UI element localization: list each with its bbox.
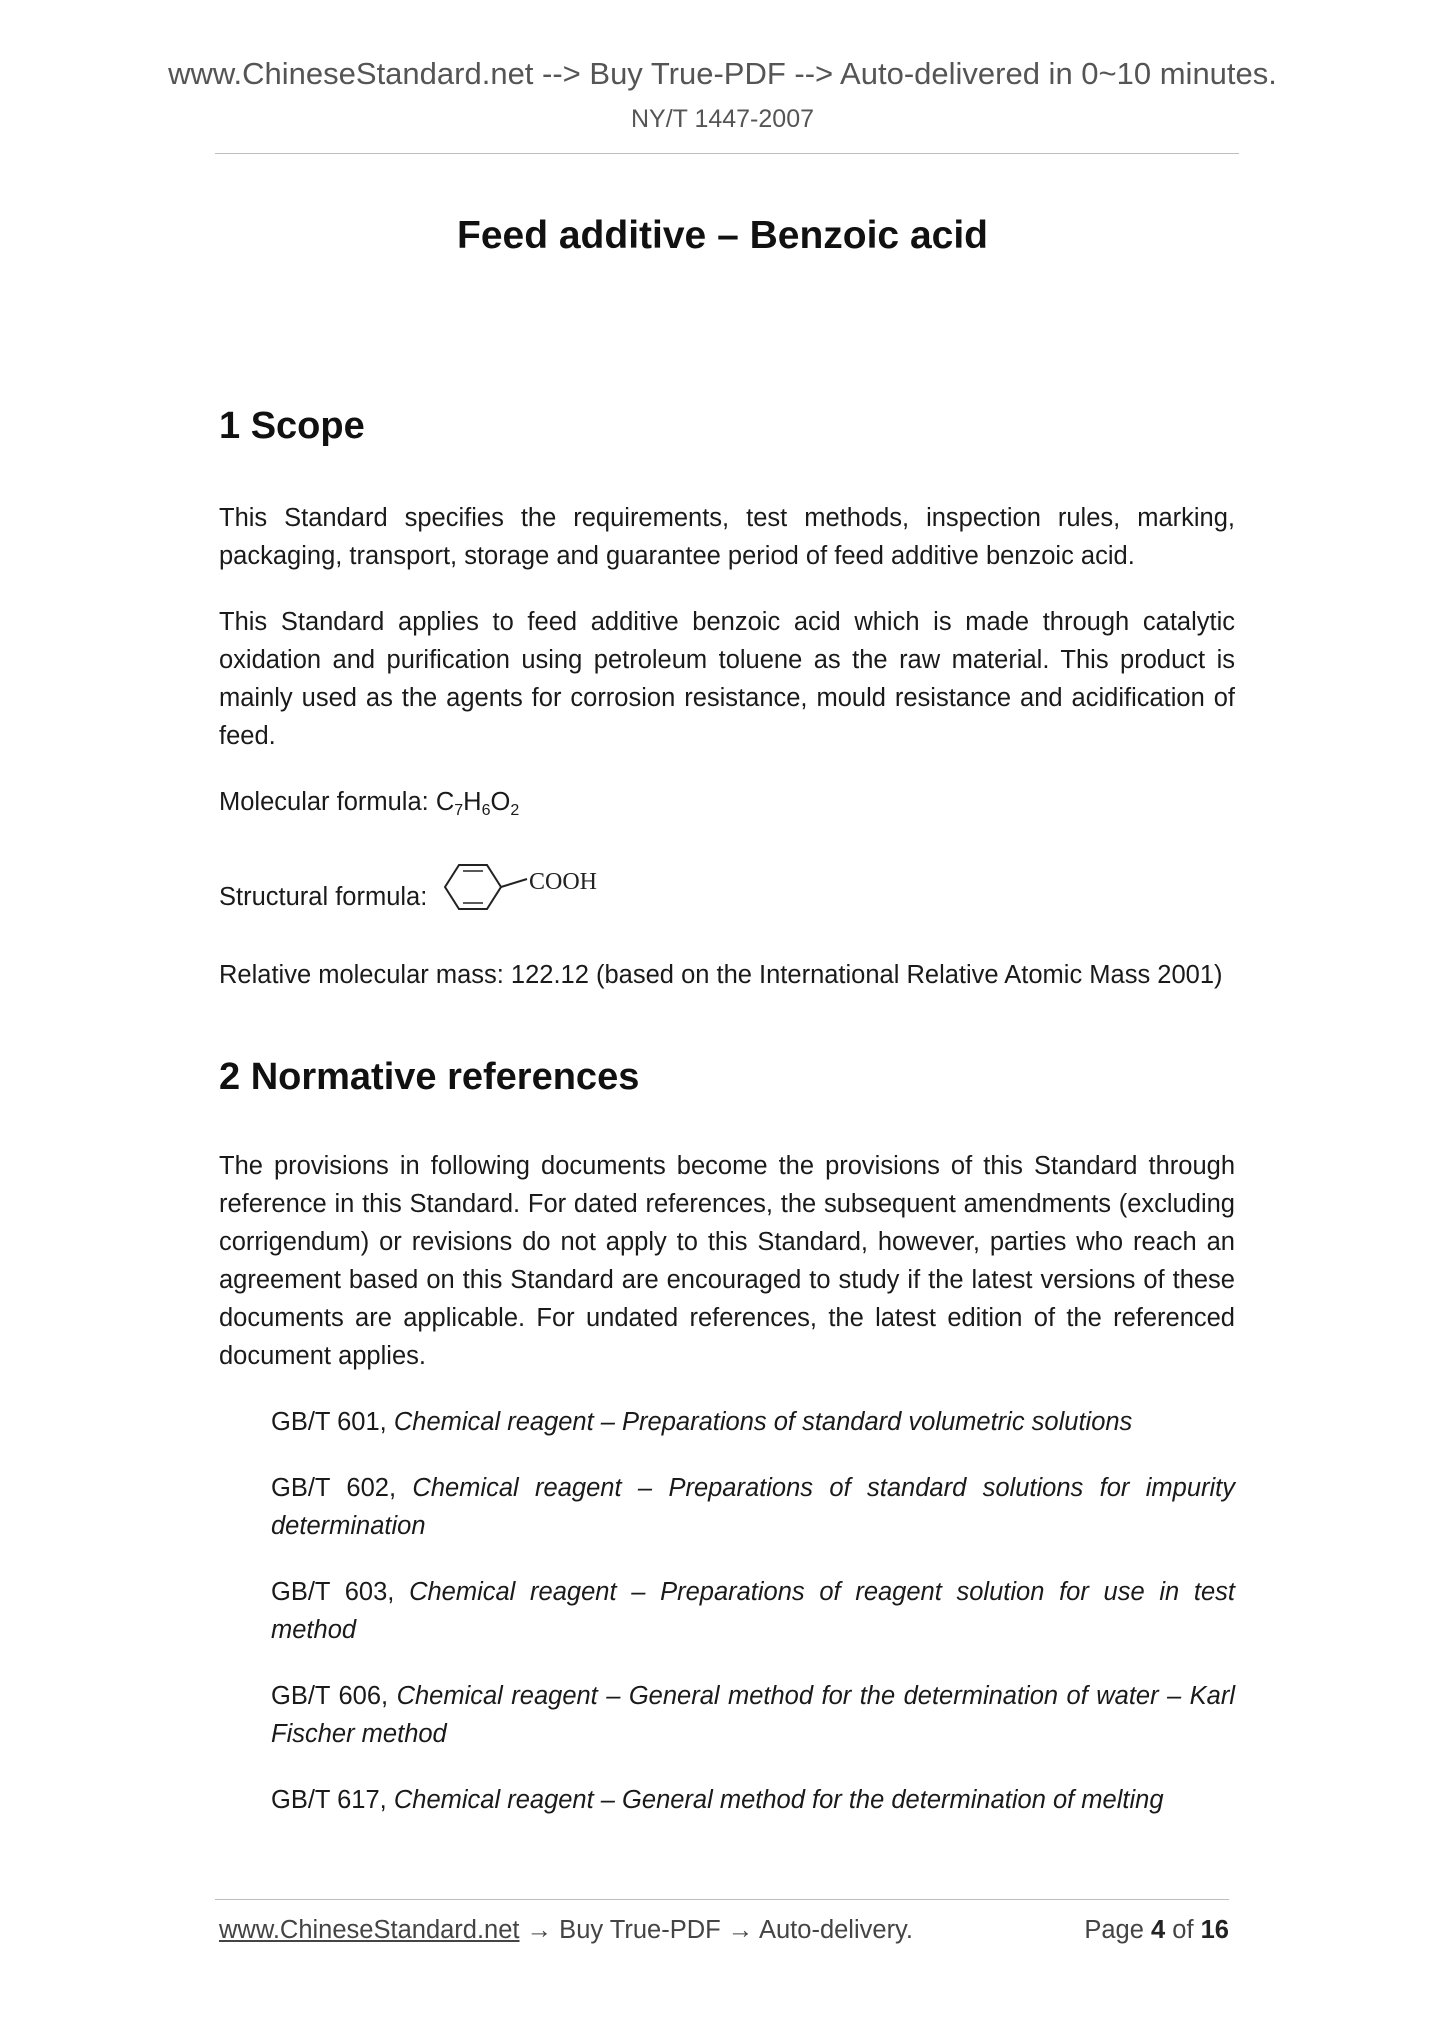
formula-o: O — [490, 788, 511, 816]
footer-promo — [219, 1916, 913, 1945]
reference-item — [271, 1677, 1235, 1753]
scope-paragraph-2: This Standard applies to feed additive benzoic acid which is made through catalytic oxidation and purification using petroleum toluene as the raw material. This product is mainly used as the agents for corrosion resistance, mould resistance and acidification of feed. — [219, 608, 1235, 750]
header-divider — [215, 153, 1239, 154]
formula-c: C — [435, 788, 455, 816]
normative-intro: The provisions in following documents become the provisions of this Standard through reference in this Standard. For dated references, the subsequent amendments (excluding corrigendum) or revisions do not apply to this Standard, however, parties who reach an agreement based on this Standard are encouraged to study if the latest versions of these documents are applicable. For undated references, the latest edition of the referenced document applies. — [219, 1152, 1235, 1370]
footer-site-link[interactable]: www.ChineseStandard.net — [219, 1916, 520, 1944]
page-word: Page — [1084, 1916, 1151, 1944]
reference-code: GB/T 606, — [271, 1682, 397, 1710]
structural-formula-label: Structural formula: — [219, 883, 428, 911]
footer-promo-text: → Buy True-PDF → Auto-delivery. — [519, 1916, 913, 1944]
document-title: Feed additive – Benzoic acid — [457, 214, 988, 257]
reference-item — [271, 1573, 1235, 1649]
page-current: 4 — [1151, 1916, 1166, 1944]
structural-formula — [219, 858, 1235, 916]
scope-paragraph-1: This Standard specifies the requirements, test methods, inspection rules, marking, packaging, transport, storage and guarantee period of feed additive benzoic acid. — [219, 504, 1235, 570]
section-heading-scope: 1 Scope — [219, 405, 365, 447]
formula-h: H — [463, 788, 482, 816]
formula-o-subscript: 2 — [510, 802, 520, 819]
reference-title: Chemical reagent – Preparations of reagent solution for use in test method — [271, 1578, 1235, 1644]
header-banner: www.ChineseStandard.net --> Buy True-PDF --> Auto-delivered in 0~10 minutes. — [168, 56, 1277, 91]
reference-item — [271, 1469, 1235, 1545]
section-heading-normative-references: 2 Normative references — [219, 1056, 640, 1098]
reference-title: Chemical reagent – General method for the determination of melting — [393, 1786, 1164, 1814]
reference-title: Chemical reagent – General method for the determination of water – Karl Fischer method — [271, 1682, 1235, 1748]
molecular-formula — [219, 783, 1235, 830]
of-word: of — [1165, 1916, 1201, 1944]
reference-list — [219, 1403, 1235, 1819]
standard-code: NY/T 1447-2007 — [631, 105, 814, 133]
formula-c-subscript: 7 — [454, 802, 464, 819]
reference-item — [271, 1781, 1235, 1819]
reference-title: Chemical reagent – Preparations of standard solutions for impurity determination — [271, 1474, 1235, 1540]
reference-code: GB/T 601, — [271, 1408, 394, 1436]
molecular-formula-label: Molecular formula: — [219, 788, 436, 816]
cooh-group-label: COOH — [529, 869, 598, 895]
page-number — [1084, 1916, 1229, 1945]
document-body — [219, 405, 1235, 1847]
reference-code: GB/T 603, — [271, 1578, 410, 1606]
relative-molecular-mass: Relative molecular mass: 122.12 (based on the International Relative Atomic Mass 2001) — [219, 961, 1223, 989]
benzene-ring-icon — [439, 858, 609, 916]
reference-code: GB/T 602, — [271, 1474, 413, 1502]
formula-h-subscript: 6 — [481, 802, 491, 819]
footer-divider — [215, 1899, 1229, 1900]
page-total: 16 — [1200, 1916, 1229, 1944]
reference-item — [271, 1403, 1235, 1441]
reference-title: Chemical reagent – Preparations of standard volumetric solutions — [393, 1408, 1133, 1436]
reference-code: GB/T 617, — [271, 1786, 394, 1814]
